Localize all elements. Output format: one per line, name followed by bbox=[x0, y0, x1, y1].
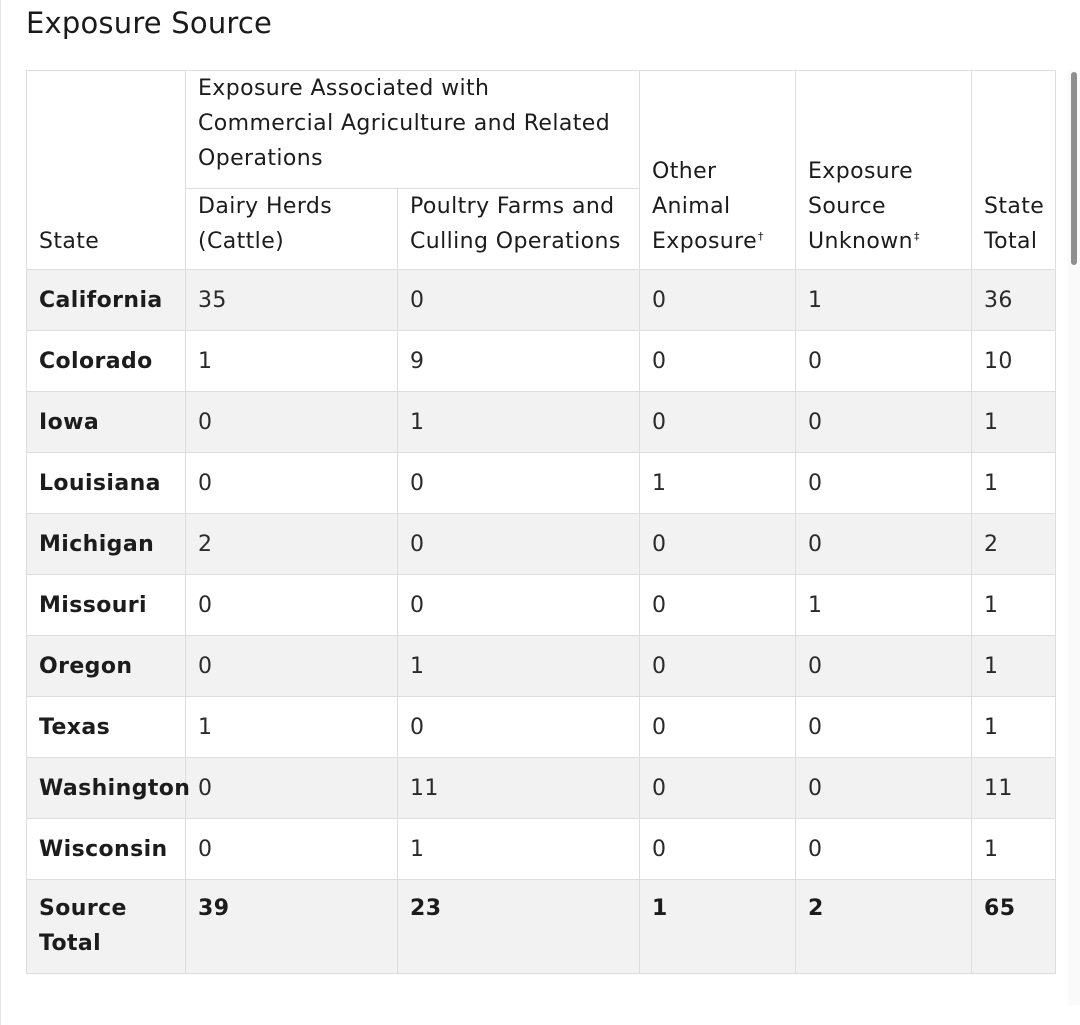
state-total-cell: 10 bbox=[972, 331, 1056, 392]
state-total-cell: 1 bbox=[972, 453, 1056, 514]
poultry-cell: 9 bbox=[398, 331, 640, 392]
double-dagger-footnote-mark: ‡ bbox=[913, 229, 920, 243]
scrollbar-thumb[interactable] bbox=[1071, 72, 1077, 265]
table-row bbox=[27, 331, 1056, 392]
poultry-total-cell: 23 bbox=[398, 880, 640, 974]
exposure-source-table bbox=[26, 70, 1056, 974]
unknown-cell: 0 bbox=[796, 453, 972, 514]
other-animal-cell: 0 bbox=[640, 758, 796, 819]
state-cell: Louisiana bbox=[27, 453, 186, 514]
table-row bbox=[27, 392, 1056, 453]
poultry-cell: 0 bbox=[398, 575, 640, 636]
poultry-cell: 11 bbox=[398, 758, 640, 819]
unknown-cell: 1 bbox=[796, 575, 972, 636]
poultry-cell: 1 bbox=[398, 636, 640, 697]
other-animal-cell: 0 bbox=[640, 514, 796, 575]
dagger-footnote-mark: † bbox=[758, 229, 764, 243]
column-header-exposure-unknown-label: Exposure Source Unknown bbox=[808, 159, 914, 254]
table-body bbox=[27, 270, 1056, 974]
state-cell: Michigan bbox=[27, 514, 186, 575]
table-row bbox=[27, 270, 1056, 331]
state-cell: Wisconsin bbox=[27, 819, 186, 880]
table-row bbox=[27, 758, 1056, 819]
dairy-cell: 1 bbox=[186, 697, 398, 758]
table-row bbox=[27, 636, 1056, 697]
poultry-cell: 0 bbox=[398, 697, 640, 758]
grand-total-cell: 65 bbox=[972, 880, 1056, 974]
dairy-total-cell: 39 bbox=[186, 880, 398, 974]
dairy-cell: 35 bbox=[186, 270, 398, 331]
source-total-label: Source Total bbox=[27, 880, 186, 974]
state-cell: Missouri bbox=[27, 575, 186, 636]
other-animal-total-cell: 1 bbox=[640, 880, 796, 974]
poultry-cell: 1 bbox=[398, 392, 640, 453]
poultry-cell: 1 bbox=[398, 819, 640, 880]
unknown-cell: 0 bbox=[796, 636, 972, 697]
column-group-header-commercial-agriculture: Exposure Associated with Commercial Agriculture and Related Operations bbox=[186, 71, 640, 189]
other-animal-cell: 0 bbox=[640, 697, 796, 758]
other-animal-cell: 0 bbox=[640, 270, 796, 331]
column-header-poultry-farms: Poultry Farms and Culling Operations bbox=[398, 189, 640, 270]
poultry-cell: 0 bbox=[398, 453, 640, 514]
unknown-cell: 0 bbox=[796, 819, 972, 880]
other-animal-cell: 0 bbox=[640, 636, 796, 697]
dairy-cell: 0 bbox=[186, 453, 398, 514]
state-total-cell: 1 bbox=[972, 636, 1056, 697]
dairy-cell: 0 bbox=[186, 758, 398, 819]
column-header-state: State bbox=[27, 71, 186, 270]
table-header bbox=[27, 71, 1056, 270]
state-total-cell: 36 bbox=[972, 270, 1056, 331]
unknown-cell: 1 bbox=[796, 270, 972, 331]
state-total-cell: 1 bbox=[972, 697, 1056, 758]
table-row bbox=[27, 453, 1056, 514]
column-header-other-animal-label: Other Animal Exposure bbox=[652, 159, 758, 254]
table-row bbox=[27, 575, 1056, 636]
unknown-cell: 0 bbox=[796, 331, 972, 392]
column-header-state-total: State Total bbox=[972, 71, 1056, 270]
dairy-cell: 0 bbox=[186, 819, 398, 880]
other-animal-cell: 0 bbox=[640, 392, 796, 453]
poultry-cell: 0 bbox=[398, 270, 640, 331]
column-header-exposure-unknown bbox=[796, 71, 972, 270]
unknown-cell: 0 bbox=[796, 514, 972, 575]
other-animal-cell: 0 bbox=[640, 819, 796, 880]
column-header-dairy-herds: Dairy Herds (Cattle) bbox=[186, 189, 398, 270]
header-row-group bbox=[27, 71, 1056, 189]
other-animal-cell: 0 bbox=[640, 575, 796, 636]
state-cell: Iowa bbox=[27, 392, 186, 453]
other-animal-cell: 1 bbox=[640, 453, 796, 514]
table-row bbox=[27, 697, 1056, 758]
state-total-cell: 11 bbox=[972, 758, 1056, 819]
state-total-cell: 2 bbox=[972, 514, 1056, 575]
unknown-total-cell: 2 bbox=[796, 880, 972, 974]
source-total-row bbox=[27, 880, 1056, 974]
state-total-cell: 1 bbox=[972, 575, 1056, 636]
dairy-cell: 2 bbox=[186, 514, 398, 575]
dairy-cell: 0 bbox=[186, 575, 398, 636]
table-row bbox=[27, 514, 1056, 575]
state-total-cell: 1 bbox=[972, 392, 1056, 453]
column-header-other-animal bbox=[640, 71, 796, 270]
unknown-cell: 0 bbox=[796, 697, 972, 758]
unknown-cell: 0 bbox=[796, 392, 972, 453]
table-row bbox=[27, 819, 1056, 880]
state-cell: California bbox=[27, 270, 186, 331]
state-total-cell: 1 bbox=[972, 819, 1056, 880]
dairy-cell: 0 bbox=[186, 392, 398, 453]
dairy-cell: 1 bbox=[186, 331, 398, 392]
other-animal-cell: 0 bbox=[640, 331, 796, 392]
dairy-cell: 0 bbox=[186, 636, 398, 697]
page-edge-divider bbox=[0, 0, 1, 1025]
unknown-cell: 0 bbox=[796, 758, 972, 819]
state-cell: Washington bbox=[27, 758, 186, 819]
page-title: Exposure Source bbox=[26, 6, 273, 40]
state-cell: Texas bbox=[27, 697, 186, 758]
poultry-cell: 0 bbox=[398, 514, 640, 575]
state-cell: Colorado bbox=[27, 331, 186, 392]
state-cell: Oregon bbox=[27, 636, 186, 697]
